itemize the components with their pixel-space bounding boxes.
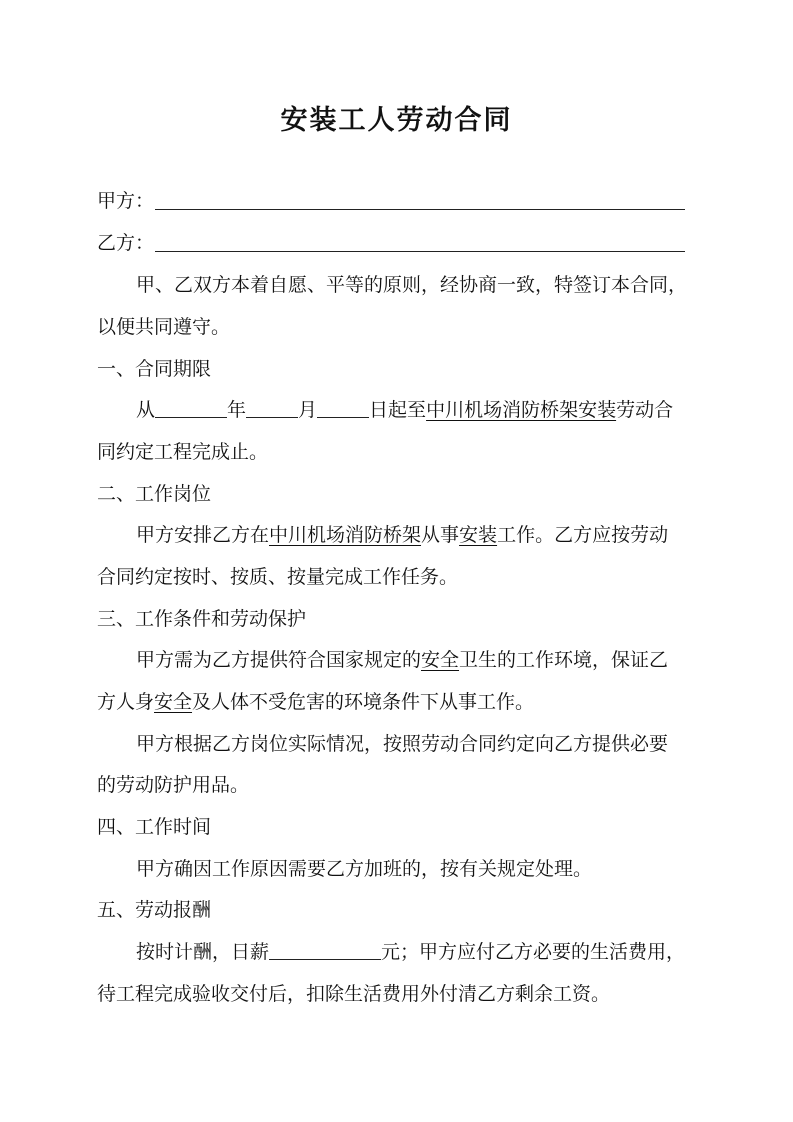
- party-a-label: 甲方：: [97, 190, 155, 212]
- safety-term-2: 安全: [154, 691, 193, 713]
- section-2-line-2: 合同约定按时、按质、按量完成工作任务。: [97, 566, 459, 588]
- year-blank: [155, 397, 227, 418]
- month-text: 月: [298, 399, 318, 421]
- daily-wage-label: 按时计酬，日薪: [136, 941, 270, 963]
- section-3-text-d: 及人体不受危害的环境条件下从事工作。: [192, 691, 535, 713]
- party-a-row: [97, 188, 154, 214]
- day-from-text: 日起至: [369, 399, 427, 421]
- section-3-para1-line1: [136, 647, 668, 673]
- section-4-heading: 四、工作时间: [97, 816, 212, 838]
- section-3-para2-line1: 甲方根据乙方岗位实际情况，按照劳动合同约定向乙方提供必要: [136, 733, 669, 755]
- project-name: 中川机场消防桥架安装: [426, 399, 617, 421]
- intro-line-1: 甲、乙双方本着自愿、平等的原则，经协商一致，特签订本合同，: [136, 274, 688, 296]
- section-5-heading: 五、劳动报酬: [97, 899, 212, 921]
- section-4-para: 甲方确因工作原因需要乙方加班的，按有关规定处理。: [136, 858, 593, 880]
- section-5-line-2: 待工程完成验收交付后，扣除生活费用外付清乙方剩余工资。: [97, 983, 611, 1005]
- section-1-tail: 劳动合: [616, 399, 674, 421]
- section-3-text-a: 甲方需为乙方提供符合国家规定的: [136, 649, 422, 671]
- section-3-text-c: 方人身: [97, 691, 155, 713]
- section-2-text-c: 工作。乙方应按劳动: [497, 524, 669, 546]
- work-site: 中川机场消防桥架: [269, 524, 422, 546]
- section-5-text-b: 元；甲方应付乙方必要的生活费用，: [381, 941, 686, 963]
- safety-term-1: 安全: [421, 649, 460, 671]
- intro-line-2: 以便共同遵守。: [97, 316, 231, 338]
- section-3-para1-line2: [97, 689, 534, 715]
- section-1-heading: 一、合同期限: [97, 358, 212, 380]
- section-2-line-1: [136, 522, 668, 548]
- section-2-text-b: 从事: [421, 524, 460, 546]
- section-3-heading: 三、工作条件和劳动保护: [97, 608, 307, 630]
- month-blank: [246, 397, 298, 418]
- party-b-row: [97, 230, 154, 256]
- party-b-label: 乙方：: [97, 232, 155, 254]
- party-a-fill-line: [155, 209, 685, 210]
- section-1-line-2: 同约定工程完成止。: [97, 441, 269, 463]
- section-2-heading: 二、工作岗位: [97, 483, 212, 505]
- section-5-line-1: [136, 939, 685, 965]
- section-3-para2-line2: 的劳动防护用品。: [97, 774, 250, 796]
- section-2-text-a: 甲方安排乙方在: [136, 524, 270, 546]
- year-text: 年: [227, 399, 247, 421]
- from-text: 从: [136, 399, 156, 421]
- document-title: 安装工人劳动合同: [280, 105, 513, 136]
- day-blank: [317, 397, 369, 418]
- daily-wage-blank: [269, 939, 381, 960]
- section-1-line-1: [136, 397, 673, 423]
- section-3-text-b: 卫生的工作环境，保证乙: [459, 649, 669, 671]
- party-b-fill-line: [155, 251, 685, 252]
- job-type: 安装: [459, 524, 498, 546]
